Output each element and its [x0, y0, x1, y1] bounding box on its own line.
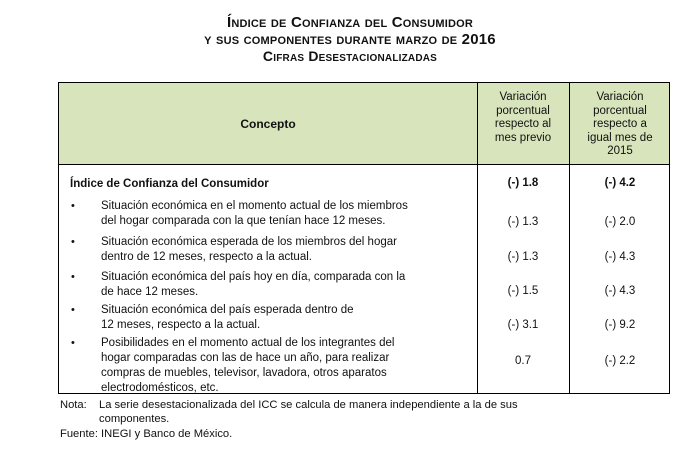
- title-block: [0, 14, 700, 65]
- item-line: electrodomésticos, etc.: [101, 382, 219, 394]
- index-row-col1: (-) 1.8: [507, 177, 539, 189]
- header-col2-line: igual mes de: [587, 131, 653, 144]
- item-col2: (-) 4.3: [604, 251, 636, 263]
- item-col1: (-) 1.5: [507, 285, 539, 297]
- item-col1: (-) 1.3: [507, 216, 539, 228]
- item-text: [101, 199, 471, 229]
- item-line: Situación económica del país hoy en día, comparada con la: [101, 271, 406, 283]
- header-col1-line: Variación: [499, 91, 547, 103]
- title-line-1: Índice de Confianza del Consumidor: [226, 14, 474, 31]
- item-line: compras de muebles, televisor, lavadora, otros aparatos: [101, 367, 387, 379]
- item-line: del hogar comparada con la que tenían hace 12 meses.: [101, 215, 386, 227]
- item-line: dentro de 12 meses, respecto a la actual.: [101, 251, 312, 263]
- data-table: [58, 82, 670, 394]
- note-text: La serie desestacionalizada del ICC se calcula de manera independiente a la de sus: [99, 399, 518, 411]
- table-header: [59, 83, 669, 165]
- item-line: hogar comparadas con las de hace un año, para realizar: [101, 352, 390, 364]
- item-col1: (-) 3.1: [507, 319, 539, 331]
- item-line: Posibilidades en el momento actual de los integrantes del: [101, 337, 395, 349]
- note-label: Nota:: [60, 399, 87, 411]
- item-col2: (-) 2.2: [604, 355, 636, 367]
- header-col2-line: respecto a: [593, 118, 647, 130]
- header-concepto: Concepto: [240, 117, 296, 131]
- item-col1: (-) 1.3: [507, 251, 539, 263]
- title-line-2: y sus componentes durante marzo de 2016: [204, 31, 496, 48]
- title-line-3: Cifras Desestacionalizadas: [262, 48, 438, 64]
- header-col-same-month-2015: [569, 91, 671, 159]
- header-col-previous-month: [477, 91, 569, 145]
- bullet-icon: •: [71, 271, 75, 283]
- note-text-continued: componentes.: [99, 413, 170, 425]
- item-line: Situación económica en el momento actual de los miembros: [101, 200, 408, 212]
- header-col2-line: Variación: [596, 91, 644, 103]
- index-row-col2: (-) 4.2: [604, 177, 636, 189]
- header-col1-line: porcentual: [496, 104, 550, 117]
- item-text: [101, 235, 471, 265]
- index-row-label: Índice de Confianza del Consumidor: [70, 178, 269, 190]
- item-text: [101, 303, 471, 333]
- header-col1-line: respecto al: [494, 118, 552, 130]
- header-col2-line: 2015: [607, 145, 633, 157]
- bullet-icon: •: [71, 236, 75, 248]
- item-col2: (-) 2.0: [604, 216, 636, 228]
- column-divider: [477, 83, 478, 393]
- item-col2: (-) 9.2: [604, 319, 636, 331]
- bullet-icon: •: [71, 304, 75, 316]
- item-line: de hace 12 meses.: [101, 286, 199, 298]
- item-line: Situación económica esperada de los miembros del hogar: [101, 236, 397, 248]
- bullet-icon: •: [71, 337, 75, 349]
- item-col2: (-) 4.3: [604, 285, 636, 297]
- item-col1: 0.7: [515, 355, 531, 367]
- item-line: Situación económica del país esperada dentro de: [101, 304, 354, 316]
- item-text: [101, 270, 471, 300]
- bullet-icon: •: [71, 200, 75, 212]
- item-line: 12 meses, respecto a la actual.: [101, 319, 261, 331]
- source-line: Fuente: INEGI y Banco de México.: [60, 428, 233, 440]
- item-text: [101, 336, 471, 396]
- header-col1-line: mes previo: [494, 131, 552, 144]
- column-divider: [569, 83, 570, 393]
- header-col2-line: porcentual: [593, 104, 647, 117]
